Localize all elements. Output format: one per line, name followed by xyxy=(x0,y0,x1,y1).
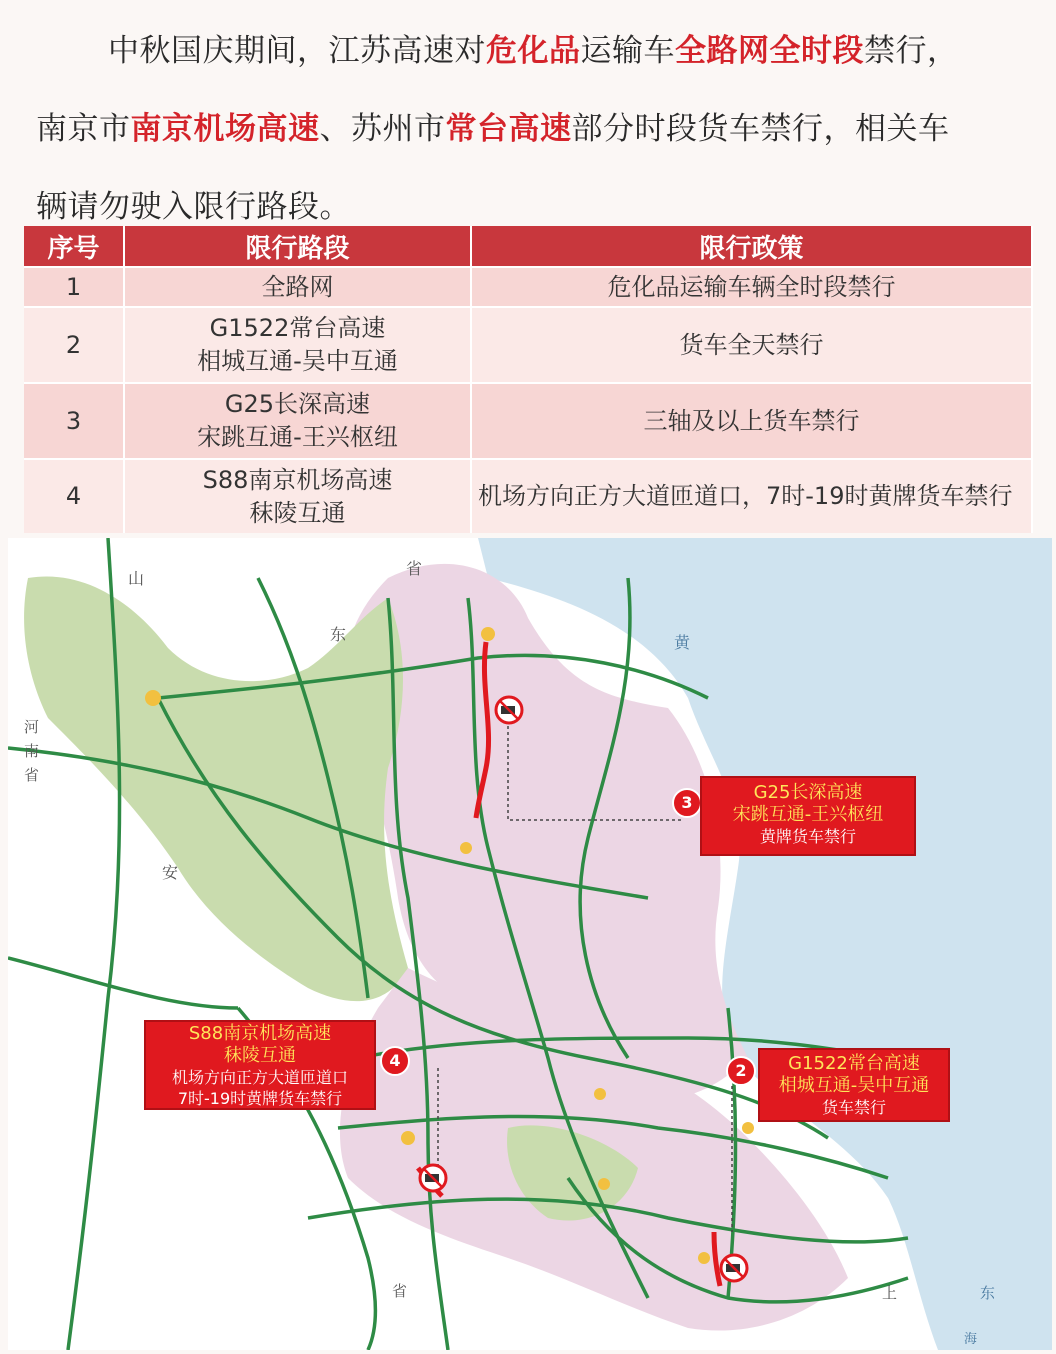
intro-text-1c: 禁行， xyxy=(864,33,959,69)
table-row xyxy=(24,307,1032,383)
callout-g1522 xyxy=(758,1048,950,1122)
label-anhui: 安 xyxy=(162,863,179,882)
road-section: 宋跳互通-王兴枢纽 xyxy=(197,423,398,451)
label-henan-3: 省 xyxy=(24,766,40,784)
intro-text-2b: 、苏州市 xyxy=(319,111,446,147)
highlight-airport-expressway: 南京机场高速 xyxy=(130,111,320,147)
intro-text-1a: 中秋国庆期间，江苏高速对 xyxy=(108,33,486,69)
road-map xyxy=(8,538,1052,1350)
no-truck-sign-4 xyxy=(420,1165,446,1191)
row-road xyxy=(124,459,471,533)
label-shandong-1: 山 xyxy=(128,569,145,588)
callout-4-badge: 4 xyxy=(380,1046,410,1076)
intro-text xyxy=(36,12,1036,246)
intro-text-2c: 部分时段货车禁行，相关车 xyxy=(571,111,950,147)
no-truck-sign-2 xyxy=(721,1255,747,1281)
callout-s88-rule-1: 机场方向正方大道匝道口 xyxy=(171,1068,348,1087)
header-road: 限行路段 xyxy=(124,226,471,267)
label-henan-1: 河 xyxy=(24,718,40,736)
road-name: G25长深高速 xyxy=(224,390,371,418)
callout-g1522-title: G1522常台高速 xyxy=(788,1053,920,1074)
callout-s88-section: 秣陵互通 xyxy=(224,1045,296,1066)
label-sheng-1: 省 xyxy=(406,559,423,578)
intro-line-2 xyxy=(36,90,1036,168)
road-name: S88南京机场高速 xyxy=(202,465,393,494)
label-shandong-2: 东 xyxy=(330,625,347,644)
label-sea: 海 xyxy=(964,1332,978,1347)
map-canvas xyxy=(8,538,1052,1350)
label-sheng-2: 省 xyxy=(392,1282,408,1300)
highlight-hazmat: 危化品 xyxy=(486,33,581,69)
row-no: 1 xyxy=(24,267,124,307)
row-no: 4 xyxy=(24,459,124,533)
label-east-sea: 东 xyxy=(980,1284,996,1302)
callout-g25 xyxy=(700,776,916,856)
header-policy: 限行政策 xyxy=(471,226,1032,267)
callout-g25-title: G25长深高速 xyxy=(753,782,863,803)
highlight-changtai-expressway: 常台高速 xyxy=(445,111,572,147)
no-truck-sign-3 xyxy=(496,697,522,723)
table-header-row xyxy=(24,226,1032,267)
callout-3-badge: 3 xyxy=(672,788,702,818)
row-policy: 三轴及以上货车禁行 xyxy=(471,383,1032,459)
callout-s88 xyxy=(144,1020,376,1110)
row-no: 3 xyxy=(24,383,124,459)
row-no: 2 xyxy=(24,307,124,383)
road-name: G1522常台高速 xyxy=(209,314,386,342)
intro-line-3: 辆请勿驶入限行路段。 xyxy=(36,189,351,225)
callout-g25-rule: 黄牌货车禁行 xyxy=(759,827,856,846)
callout-g25-section: 宋跳互通-王兴枢纽 xyxy=(732,804,884,825)
callout-g1522-section: 相城互通-吴中互通 xyxy=(778,1075,930,1096)
row-road xyxy=(124,383,471,459)
row-road: 全路网 xyxy=(124,267,471,307)
intro-text-1b: 运输车 xyxy=(580,33,675,69)
table-row xyxy=(24,459,1032,533)
label-yellow-sea: 黄 xyxy=(674,633,691,652)
callout-2-badge: 2 xyxy=(726,1056,756,1086)
road-section: 相城互通-吴中互通 xyxy=(197,347,398,375)
table-row xyxy=(24,267,1032,307)
intro-text-2a: 南京市 xyxy=(36,111,131,147)
header-no: 序号 xyxy=(24,226,124,267)
table-row xyxy=(24,383,1032,459)
row-policy: 货车全天禁行 xyxy=(471,307,1032,383)
row-policy: 机场方向正方大道匝道口，7时-19时黄牌货车禁行 xyxy=(471,459,1032,533)
label-henan-2: 南 xyxy=(24,742,40,760)
callout-g1522-rule: 货车禁行 xyxy=(821,1098,886,1117)
highlight-all-network: 全路网全时段 xyxy=(675,33,864,69)
road-section: 秣陵互通 xyxy=(249,498,346,527)
row-policy: 危化品运输车辆全时段禁行 xyxy=(471,267,1032,307)
intro-line-1 xyxy=(36,12,1036,90)
restriction-table xyxy=(24,226,1033,533)
callout-s88-title: S88南京机场高速 xyxy=(188,1023,332,1044)
callout-s88-rule-2: 7时-19时黄牌货车禁行 xyxy=(177,1089,343,1108)
row-road xyxy=(124,307,471,383)
label-shanghai: 上 xyxy=(882,1284,898,1302)
